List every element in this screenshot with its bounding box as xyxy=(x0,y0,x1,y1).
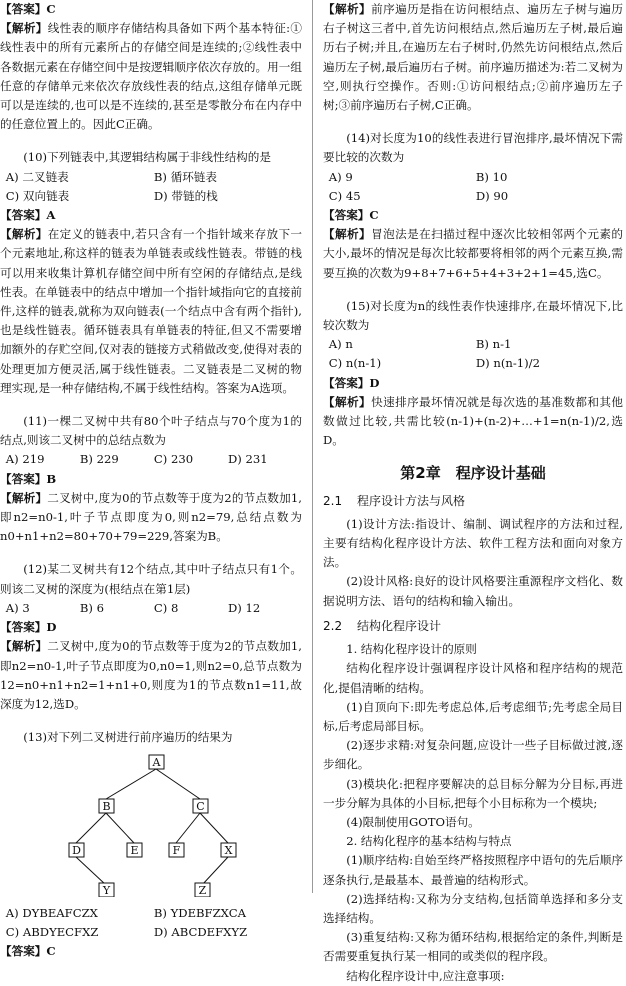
option-a: A) 3 xyxy=(5,600,30,615)
answer: 【答案】B xyxy=(0,471,57,486)
question-stem: (15)对长度为n的线性表作快速排序,在最坏情况下,比较次数为 xyxy=(323,298,623,333)
analysis: 【解析】冒泡法是在扫描过程中逐次比较相邻两个元素的大小,最坏的情况是每次比较都要将相邻的两个元素互换,需要互换的次数为9+8+7+6+5+4+3+2+1=45,选C。 xyxy=(323,227,623,280)
option-d: D) 231 xyxy=(227,452,268,467)
section-2-2-heading: 2.2 结构化程序设计 xyxy=(323,618,442,633)
option-a: A) 9 xyxy=(328,169,353,184)
tree-node-d: D xyxy=(72,844,81,858)
options xyxy=(0,904,302,942)
answer-q9: 【答案】C xyxy=(0,2,56,16)
tree-node-y: Y xyxy=(102,884,111,898)
tree-node-e: E xyxy=(130,844,139,858)
option-b: B) 10 xyxy=(475,169,508,184)
tree-node-x: X xyxy=(224,844,233,858)
options xyxy=(323,168,623,206)
section-2-1-heading: 2.1 程序设计方法与风格 xyxy=(323,493,466,508)
question-13 xyxy=(0,728,302,961)
option-c: C) ABDYECFXZ xyxy=(5,924,99,939)
section-2-2-line: (2)逐步求精:对复杂问题,应设计一些子目标做过渡,逐步细化。 xyxy=(323,738,623,772)
chapter-title: 第2章 程序设计基础 xyxy=(400,464,546,483)
option-a: A) DYBEAFCZX xyxy=(5,905,98,920)
section-2-2-line: (2)选择结构:又称为分支结构,包括简单选择和多分支选择结构。 xyxy=(323,891,623,925)
tree-node-f: F xyxy=(172,844,181,858)
question-15 xyxy=(323,297,623,451)
section-2-2-line: 结构化程序设计中,应注意事项: xyxy=(346,968,505,983)
section-2-1-para-1: (1)设计方法:指设计、编制、调试程序的方法和过程,主要有结构化程序设计方法、软件工程方法和面向对象方法。 xyxy=(323,516,623,570)
option-a: A) n xyxy=(328,337,353,352)
question-stem: (14)对长度为10的线性表进行冒泡排序,最坏情况下需要比较的次数为 xyxy=(323,131,623,165)
options xyxy=(0,168,302,206)
answer: 【答案】D xyxy=(323,375,380,390)
analysis-q9: 【解析】线性表的顺序存储结构具备如下两个基本特征:①线性表中的所有元素所占的存储空间是连续的;②线性表中各数据元素在存储空间中是按逻辑顺序依次存放的。用一组任意的存储单元来依次存放线性表的结点,这组存储单元既可以是连续的,也可以是不连续的,甚至是零散分布在内存中的任意位置上的。因此C正确。 xyxy=(0,21,302,132)
section-2-2-line: (1)自顶向下:即先考虑总体,后考虑细节;先考虑全局目标,后考虑局部目标。 xyxy=(323,699,623,733)
question-stem: (11)一棵二叉树中共有80个叶子结点与70个度为1的结点,则该二叉树中的总结点数为 xyxy=(0,414,302,448)
option-a: A) 二叉链表 xyxy=(5,169,69,184)
option-d: D) 12 xyxy=(227,600,261,615)
option-b: B) 6 xyxy=(79,600,104,615)
answer: 【答案】D xyxy=(0,620,57,635)
tree-node-c: C xyxy=(196,800,205,814)
section-2-2-line: 2. 结构化程序的基本结构与特点 xyxy=(346,834,512,849)
option-b: B) n-1 xyxy=(475,337,512,352)
answer: 【答案】C xyxy=(323,208,379,223)
option-d: D) 90 xyxy=(475,188,509,203)
option-d: D) 带链的栈 xyxy=(153,188,218,203)
analysis: 【解析】二叉树中,度为0的节点数等于度为2的节点数加1,即n2=n0-1,叶子节点即度为0,则n2=79,总结点数为n0+n1+n2=80+70+79=229,答案为B。 xyxy=(0,490,302,544)
option-b: B) 循环链表 xyxy=(153,169,217,184)
analysis-q13: 【解析】前序遍历是指在访问根结点、遍历左子树与遍历右子树这三者中,首先访问根结点,然后遍历左子树,最后遍历右子树;并且,在遍历左右子树时,仍然先访问根结点,然后遍历左子树,最后遍历右子树。前序遍历描述为:若二叉树为空,则执行空操作。否则:①访问根结点;②前序遍历左子树;③前序遍历右子树,C正确。 xyxy=(323,2,623,113)
section-2-2-line: (4)限制使用GOTO语句。 xyxy=(346,814,480,829)
question-11 xyxy=(0,412,302,546)
analysis: 【解析】在定义的链表中,若只含有一个指针域来存放下一个元素地址,称这样的链表为单链表或线性链表。带链的栈可以用来收集计算机存储空间中所有空闲的存储结点,是线性表。在单链表中的结点中增加一个指针域指向它的直接前件,这样的链表,就称为双向链表(一个结点中含有两个指针),也是线性链表。循环链表具有单链表的特征,但又不需要增加额外的存贮空间,仅对表的链接方式稍做改变,使得对表的处理更加方便灵活,属于线性链表。二叉链表是二叉树的物理实现,是一种存储结构,不属于线性结构。答案为A选项。 xyxy=(0,227,302,395)
question-14 xyxy=(323,129,623,283)
question-stem: (12)某二叉树共有12个结点,其中叶子结点只有1个。则该二叉树的深度为(根结点在第1层) xyxy=(0,562,302,596)
tree-node-z: Z xyxy=(198,884,207,898)
section-2-2-line: (1)顺序结构:自始至终严格按照程序中语句的先后顺序逐条执行,是最基本、最普遍的结构形式。 xyxy=(323,853,623,887)
option-b: B) 229 xyxy=(79,452,119,467)
option-a: A) 219 xyxy=(5,452,45,467)
option-c: C) n(n-1) xyxy=(328,356,382,371)
option-d: D) ABCDEFXYZ xyxy=(153,924,248,939)
option-c: C) 8 xyxy=(153,600,179,615)
option-c: C) 230 xyxy=(153,452,194,467)
question-10 xyxy=(0,148,302,398)
option-d: D) n(n-1)/2 xyxy=(475,356,540,371)
question-12 xyxy=(0,560,302,714)
analysis: 【解析】快速排序最坏情况就是每次选的基准数都和其他数做过比较,共需比较(n-1)+(n-2)+…+1=n(n-1)/2,选D。 xyxy=(323,394,623,448)
left-column xyxy=(0,0,302,961)
section-2-2-line: (3)重复结构:又称为循环结构,根据给定的条件,判断是否需要重复执行某一相同的或类似的程序段。 xyxy=(323,930,623,964)
options xyxy=(0,450,302,469)
option-c: C) 45 xyxy=(328,188,361,203)
section-2-2-line: 1. 结构化程序设计的原则 xyxy=(346,642,477,657)
right-column xyxy=(323,0,623,986)
section-2-2-line: (3)模块化:把程序要解决的总目标分解为分目标,再进一步分解为具体的小目标,把每个小目标称为一个模块; xyxy=(323,776,623,810)
binary-tree-diagram xyxy=(0,747,300,897)
option-b: B) YDEBFZXCA xyxy=(153,905,246,920)
answer: 【答案】C xyxy=(0,943,56,958)
section-2-1-para-2: (2)设计风格:良好的设计风格要注重源程序文档化、数据说明方法、语句的结构和输入输出。 xyxy=(323,574,623,608)
answer: 【答案】A xyxy=(0,208,56,223)
question-stem: (13)对下列二叉树进行前序遍历的结果为 xyxy=(23,730,233,745)
options xyxy=(0,599,302,618)
tree-node-b: B xyxy=(102,800,111,814)
options xyxy=(323,335,623,373)
question-stem: (10)下列链表中,其逻辑结构属于非线性结构的是 xyxy=(23,150,271,165)
section-2-2-line: 结构化程序设计强调程序设计风格和程序结构的规范化,提倡清晰的结构。 xyxy=(323,661,623,695)
tree-node-a: A xyxy=(152,756,161,770)
column-divider xyxy=(312,0,313,893)
analysis: 【解析】二叉树中,度为0的节点数等于度为2的节点数加1,即n2=n0-1,叶子节点即度为0,n0=1,则n2=0,总节点数为12=n0+n1+n2=1+n1+0,则度为1的节点数n1=11,故深度为12,选D。 xyxy=(0,639,302,711)
option-c: C) 双向链表 xyxy=(5,188,70,203)
